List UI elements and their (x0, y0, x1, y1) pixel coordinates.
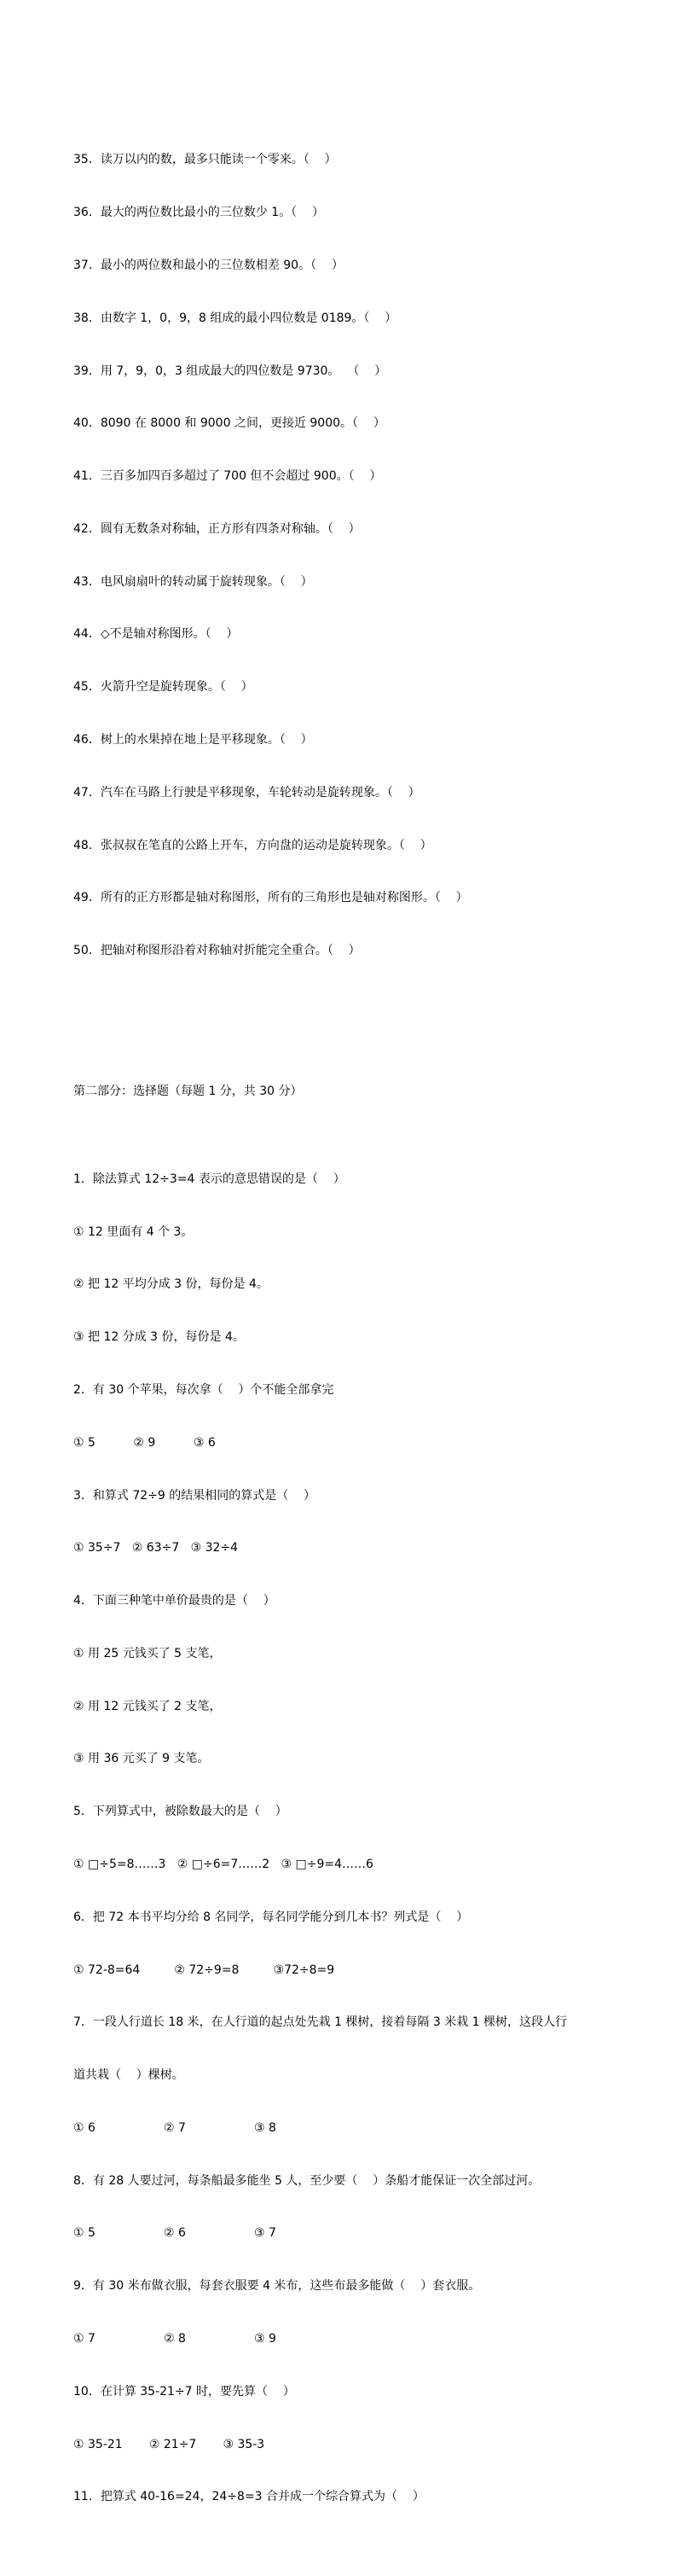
option-line: ① 6 ② 7 ③ 8 (73, 2120, 276, 2135)
judgement-item: 48．张叔叔在笔直的公路上开车，方向盘的运动是旋转现象。（ ） (73, 838, 432, 852)
judgement-item: 44．◇不是轴对称图形。（ ） (73, 627, 239, 642)
section-title: 第二部分：选择题（每题 1 分，共 30 分） (73, 1084, 303, 1098)
option-line: ② 用 12 元钱买了 2 支笔， (73, 1699, 222, 1713)
question-line: 1．除法算式 12÷3=4 表示的意思错误的是（ ） (73, 1172, 345, 1186)
option-line: ① 72-8=64 ② 72÷9=8 ③72÷8=9 (73, 1963, 335, 1977)
option-line: ① 7 ② 8 ③ 9 (73, 2332, 276, 2346)
option-line: ① 用 25 元钱买了 5 支笔， (73, 1646, 222, 1660)
judgement-item: 42．圆有无数条对称轴，正方形有四条对称轴。（ ） (73, 521, 361, 536)
question-line: 10．在计算 35-21÷7 时，要先算（ ） (73, 2384, 295, 2399)
option-line: ① 5 ② 9 ③ 6 (73, 1435, 216, 1450)
option-line: ② 把 12 平均分成 3 份，每份是 4。 (73, 1277, 269, 1292)
judgement-item: 41．三百多加四百多超过了 700 但不会超过 900。（ ） (73, 469, 382, 484)
question-line: 6．把 72 本书平均分给 8 名同学，每名同学能分到几本书？列式是（ ） (73, 1910, 469, 1924)
judgement-section (73, 116, 653, 995)
option-line: ③ 把 12 分成 3 份，每份是 4。 (73, 1330, 245, 1345)
judgement-item: 35．读万以内的数，最多只能读一个零来。（ ） (73, 153, 337, 167)
judgement-item: 39．用 7，9，0，3 组成最大的四位数是 9730。 （ ） (73, 363, 387, 378)
option-line: ① 35-21 ② 21÷7 ③ 35-3 (73, 2437, 265, 2451)
judgement-item: 38．由数字 1，0，9，8 组成的最小四位数是 0189。（ ） (73, 311, 397, 325)
judgement-item: 36．最大的两位数比最小的三位数少 1。（ ） (73, 206, 324, 220)
option-line: ① □÷5=8……3 ② □÷6=7……2 ③ □÷9=4……6 (73, 1857, 373, 1871)
option-line: ① 12 里面有 4 个 3。 (73, 1224, 194, 1239)
question-line: 4．下面三种笔中单价最贵的是（ ） (73, 1594, 275, 1608)
question-line: 9．有 30 米布做衣服，每套衣服要 4 米布，这些布最多能做（ ）套衣服。 (73, 2279, 481, 2294)
question-line: 7．一段人行道长 18 米，在人行道的起点处先栽 1 棵树，接着每隔 3 米栽 1 棵树，这段人行 (73, 2015, 568, 2030)
question-line: 5．下列算式中，被除数最大的是（ ） (73, 1805, 287, 1819)
judgement-item: 43．电风扇扇叶的转动属于旋转现象。（ ） (73, 574, 313, 589)
question-line: 2．有 30 个苹果，每次拿（ ）个不能全部拿完 (73, 1382, 334, 1397)
question-line: 3．和算式 72÷9 的结果相同的算式是（ ） (73, 1488, 316, 1503)
question-line: 8．有 28 人要过河，每条船最多能坐 5 人，至少要（ ）条船才能保证一次全部过河。 (73, 2173, 541, 2188)
question-line-continued: 道共栽（ ）棵树。 (73, 2068, 184, 2083)
judgement-item: 47．汽车在马路上行驶是平移现象，车轮转动是旋转现象。（ ） (73, 785, 420, 800)
judgement-item: 50．把轴对称图形沿着对称轴对折能完全重合。（ ） (73, 944, 361, 958)
judgement-item: 37．最小的两位数和最小的三位数相差 90。（ ） (73, 258, 344, 272)
choice-section (73, 1136, 653, 2542)
judgement-item: 45．火箭升空是旋转现象。（ ） (73, 680, 253, 695)
judgement-item: 40．8090 在 8000 和 9000 之间，更接近 9000。（ ） (73, 416, 385, 431)
judgement-item: 46．树上的水果掉在地上是平移现象。（ ） (73, 732, 313, 747)
judgement-item: 49．所有的正方形都是轴对称图形，所有的三角形也是轴对称图形。（ ） (73, 891, 468, 905)
section-spacer (73, 1030, 653, 1048)
option-line: ③ 用 36 元买了 9 支笔。 (73, 1752, 210, 1766)
option-line: ① 35÷7 ② 63÷7 ③ 32÷4 (73, 1541, 239, 1555)
question-column (73, 81, 653, 2576)
question-line: 11．把算式 40-16=24，24÷8=3 合并成一个综合算式为（ ） (73, 2490, 425, 2504)
option-line: ① 5 ② 6 ③ 7 (73, 2226, 276, 2241)
